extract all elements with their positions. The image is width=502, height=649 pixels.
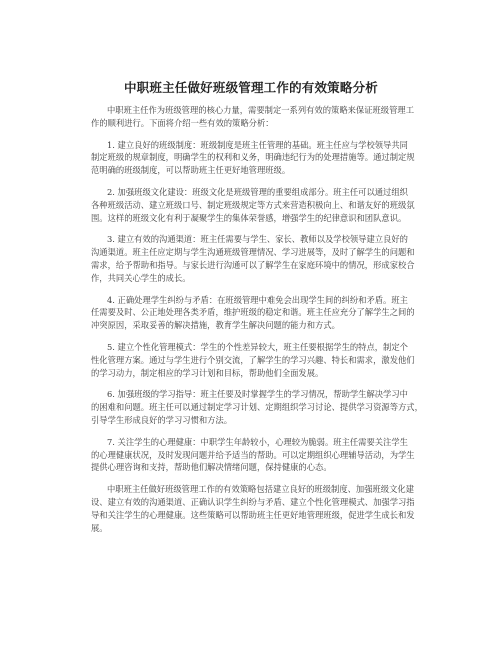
conclusion-line: 导和关注学生的心理健康。这些策略可以帮助班主任更好地管理班级，促进学生成长和发: [91, 509, 415, 520]
section-line: 3. 建立有效的沟通渠道：班主任需要与学生、家长、教师以及学校领导建立良好的: [107, 234, 408, 245]
section-line: 任需要及时、公正地处理各类矛盾，维护班级的稳定和谐。班主任应充分了解学生之间的: [91, 307, 415, 318]
section-6-paragraph: [91, 388, 423, 426]
section-line: 2. 加强班级文化建设：班级文化是班级管理的重要组成部分。班主任可以通过组织: [107, 186, 408, 197]
section-line: 的心理健康状况，及时发现问题并给予适当的帮助。可以定期组织心理辅导活动，为学生: [91, 449, 415, 460]
section-3-paragraph: [91, 233, 413, 284]
section-line: 6. 加强班级的学习指导：班主任要及时掌握学生的学习情况，帮助学生解决学习中: [107, 389, 408, 400]
section-line: 7. 关注学生的心理健康：中职学生年龄较小，心理较为脆弱。班主任需要关注学生: [107, 436, 408, 447]
section-line: 5. 建立个性化管理模式：学生的个性差异较大，班主任要根据学生的特点，制定个: [107, 341, 408, 352]
intro-line: 中职班主任作为班级管理的核心力量，需要制定一系列有效的策略来保证班级管理工: [107, 105, 414, 115]
section-line: 1. 建立良好的班级制度：班级制度是班主任管理的基础。班主任应与学校领导共同: [107, 139, 408, 150]
conclusion-line: 设、建立有效的沟通渠道、正确认识学生纠纷与矛盾、建立个性化管理模式、加强学习指: [91, 496, 415, 507]
document-body: [91, 104, 423, 543]
section-line: 制定班级的规章制度，明确学生的权利和义务，明确违纪行为的处理措施等。通过制定规: [91, 152, 415, 163]
conclusion-paragraph: [91, 483, 413, 534]
section-7-paragraph: [91, 436, 413, 474]
conclusion-line: 中职班主任做好班级管理工作的有效策略包括建立良好的班级制度、加强班级文化建: [107, 484, 414, 495]
section-2-paragraph: [91, 186, 413, 224]
section-1-paragraph: [91, 139, 413, 177]
section-line: 提供心理咨询和支持，帮助他们解决情绪问题，保持健康的心态。: [91, 462, 332, 473]
section-line: 引导学生形成良好的学习习惯和方法。: [91, 414, 233, 425]
intro-line: 作的顺利进行。下面将介绍一些有效的策略分析：: [91, 117, 274, 128]
section-line: 各种班级活动、建立班级口号、制定班级规定等方式来营造积极向上、和谐友好的班级氛: [91, 199, 415, 210]
intro-paragraph: [91, 104, 413, 130]
section-line: 的困难和问题。班主任可以通过制定学习计划、定期组织学习讨论、提供学习资源等方式，: [91, 402, 423, 413]
section-4-paragraph: [91, 294, 413, 332]
section-line: 的学习动力，制定相应的学习计划和目标，帮助他们全面发展。: [91, 367, 324, 378]
section-line: 冲突原因，采取妥善的解决措施，教育学生解决问题的能力和方式。: [91, 320, 340, 331]
section-line: 围。这样的班级文化有利于凝聚学生的集体荣誉感，增强学生的纪律意识和团队意识。: [91, 212, 407, 223]
section-line: 范明确的班级制度，可以帮助班主任更好地管理班级。: [91, 165, 291, 176]
section-5-paragraph: [91, 341, 413, 379]
section-line: 需求，给予帮助和指导。与家长进行沟通可以了解学生在家庭环境中的情况，形成家校合: [91, 259, 415, 270]
document-title: 中职班主任做好班级管理工作的有效策略分析: [123, 80, 378, 95]
section-line: 4. 正确处理学生纠纷与矛盾：在班级管理中难免会出现学生间的纠纷和矛盾。班主: [107, 294, 408, 305]
conclusion-line: 展。: [91, 522, 108, 533]
section-line: 作，共同关心学生的成长。: [91, 272, 191, 283]
section-line: 沟通渠道。班主任应定期与学生沟通班级管理情况、学习进展等，及时了解学生的问题和: [91, 247, 415, 258]
section-line: 性化管理方案。通过与学生进行个别交流，了解学生的学习兴趣、特长和需求，激发他们: [91, 354, 415, 365]
